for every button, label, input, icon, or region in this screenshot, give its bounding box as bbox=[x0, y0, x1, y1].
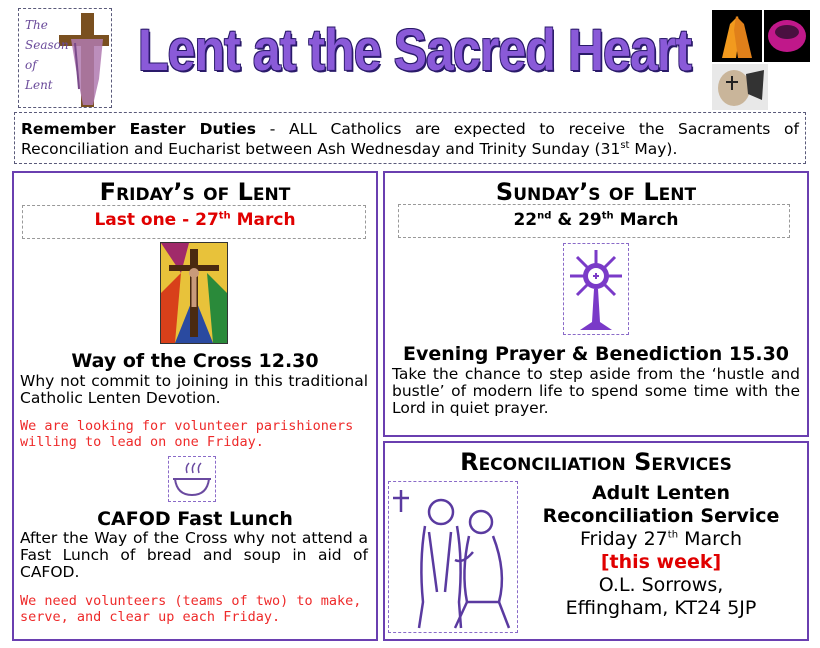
crucifix-icon bbox=[161, 243, 227, 343]
reconciliation-heading: Reconciliation Services bbox=[460, 448, 732, 476]
season-word-1: The bbox=[25, 18, 48, 32]
monstrance-image bbox=[563, 243, 629, 335]
season-of-lent-logo bbox=[18, 8, 112, 108]
reconciliation-details bbox=[520, 482, 802, 620]
crucifix-image bbox=[160, 242, 228, 344]
reconciliation-date-sup: th bbox=[667, 529, 679, 541]
easter-duties-box bbox=[14, 112, 806, 164]
sundays-date-tail: March bbox=[613, 210, 679, 230]
way-of-cross-text: Why not commit to joining in this traditional Catholic Lenten Devotion. bbox=[20, 372, 368, 407]
confession-image bbox=[388, 481, 518, 633]
ash-cross-forehead-icon bbox=[712, 64, 768, 110]
reconciliation-date-main: Friday 27 bbox=[579, 528, 668, 550]
easter-duties-sup: st bbox=[620, 139, 630, 151]
fridays-heading: Friday’s of Lent bbox=[99, 178, 291, 206]
reconciliation-date bbox=[520, 528, 802, 551]
sundays-date-1-sup: nd bbox=[537, 210, 552, 222]
sundays-date-1: 22 bbox=[513, 210, 538, 230]
praying-hands-icon bbox=[712, 10, 762, 62]
praying-hands-image bbox=[712, 10, 762, 62]
reconciliation-line2: Reconciliation Service bbox=[542, 505, 780, 527]
sundays-date-2-sup: th bbox=[601, 210, 614, 222]
soup-bowl-icon bbox=[169, 457, 215, 501]
fridays-subheading-tail: March bbox=[230, 210, 296, 230]
cafod-title: CAFOD Fast Lunch bbox=[97, 508, 293, 530]
fridays-subheading bbox=[14, 210, 376, 230]
page-title: Lent at the Sacred Heart bbox=[138, 18, 692, 83]
reconciliation-line1: Adult Lenten bbox=[591, 482, 731, 504]
reconciliation-location2: Effingham, KT24 5JP bbox=[565, 597, 757, 619]
fridays-subheading-sup: th bbox=[218, 210, 231, 222]
evening-prayer-title: Evening Prayer & Benediction 15.30 bbox=[402, 343, 790, 365]
reconciliation-date-tail: March bbox=[678, 528, 743, 550]
cafod-text: After the Way of the Cross why not attend a Fast Lunch of bread and soup in aid of CAFOD. bbox=[20, 529, 368, 581]
way-of-cross-note: We are looking for volunteer parishioners willing to lead on one Friday. bbox=[20, 418, 354, 450]
reconciliation-location1: O.L. Sorrows, bbox=[598, 574, 724, 596]
easter-duties-tail: May). bbox=[629, 140, 678, 158]
ash-wednesday-image bbox=[712, 64, 768, 110]
soup-bowl-image bbox=[168, 456, 216, 502]
reconciliation-this-week: [this week] bbox=[600, 551, 722, 573]
season-word-3: of bbox=[25, 58, 37, 72]
ashes-image bbox=[764, 10, 810, 62]
easter-duties-text: - ALL Catholics are expected to receive the Sacraments of Reconciliation and Eucharist between Ash Wednesday and Trinity Sunday (31 bbox=[21, 120, 799, 158]
easter-duties-lead: Remember Easter Duties bbox=[21, 120, 257, 138]
way-of-cross-title: Way of the Cross 12.30 bbox=[71, 350, 319, 372]
fridays-subheading-main: Last one - 27 bbox=[94, 210, 219, 230]
season-word-4: Lent bbox=[25, 78, 53, 92]
cafod-note: We need volunteers (teams of two) to make, serve, and clear up each Friday. bbox=[20, 593, 362, 625]
sundays-heading: Sunday’s of Lent bbox=[495, 178, 697, 206]
season-word-2: Season bbox=[25, 38, 69, 52]
sundays-date-mid: & 29 bbox=[551, 210, 602, 230]
confession-icon bbox=[389, 482, 517, 632]
monstrance-icon bbox=[564, 244, 628, 334]
ashes-bowl-icon bbox=[764, 10, 810, 62]
sundays-dates bbox=[385, 210, 807, 230]
evening-prayer-text: Take the chance to step aside from the ‘hustle and bustle’ of modern life to spend some time with the Lord in quiet prayer. bbox=[392, 365, 800, 417]
